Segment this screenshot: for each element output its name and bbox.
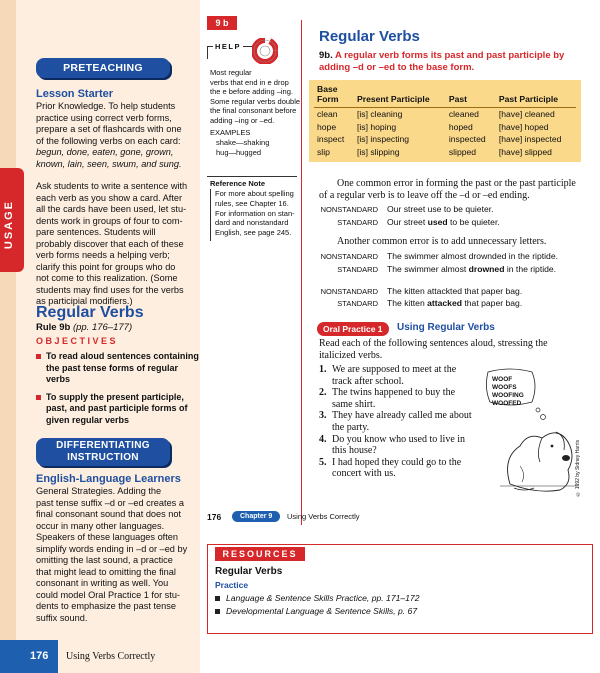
examples-list <box>216 138 269 157</box>
oral-item-line: the party. <box>332 421 370 433</box>
section-tab: 9 b <box>207 16 237 30</box>
oral-intro-line2: italicized verbs. <box>319 350 383 361</box>
objective-line: the past tense forms of regular <box>46 362 179 373</box>
standard-label-2: STANDARD <box>337 265 378 274</box>
chapter-badge: Chapter 9 <box>232 511 280 522</box>
help-label: HELP <box>215 42 242 51</box>
oral-practice-item <box>319 387 484 410</box>
table-cell: inspect <box>317 134 345 144</box>
oral-item-line: this house? <box>332 445 377 457</box>
bullet-icon <box>215 596 220 601</box>
lesson-activity-line: clarify this point for groups who do <box>36 261 176 272</box>
student-page-number: 176 <box>207 512 222 522</box>
lesson-starter-line: begun, done, eaten, gone, grown, <box>36 147 174 157</box>
objective-line: To supply the present participle, <box>46 391 184 402</box>
help-line: the final consonant before <box>210 106 297 116</box>
verb-table <box>314 83 576 158</box>
lesson-starter-line: of the following verbs on each card: <box>36 135 181 146</box>
lesson-activity-line: dents work in groups of four to com- <box>36 215 183 226</box>
lesson-activity-line: each verb as you show a card. After <box>36 192 183 203</box>
oral-item-line: concert with us. <box>332 468 396 480</box>
lesson-activity-line: not come to this realization. (Some <box>36 273 178 283</box>
bullet-icon <box>36 354 41 359</box>
ell-line: could model Oral Practice 1 for stu- <box>36 589 180 600</box>
table-row <box>314 121 576 134</box>
lesson-activity-line: students may find uses for the verbs <box>36 284 184 295</box>
regular-verbs-title: Regular Verbs <box>36 304 144 321</box>
ell-line: omitting the last sound, a practice <box>36 555 173 565</box>
table-cell: [is] slipping <box>357 146 400 157</box>
verb-table-panel <box>309 80 581 162</box>
lesson-starter-line: prepare a set of flashcards with one <box>36 124 182 134</box>
nonstandard-label-1: NONSTANDARD <box>320 205 378 214</box>
reference-note-label: Reference Note <box>210 179 266 188</box>
help-line: Some regular verbs double <box>210 96 301 106</box>
usage-tab-label: USAGE <box>3 200 15 250</box>
oral-item-line: The twins happened to buy the <box>332 387 456 399</box>
reference-note-line: For more about spelling <box>215 189 294 198</box>
oral-item-number: 4. <box>319 433 327 445</box>
nonstandard-example-3: The kitten attackted that paper bag. <box>387 286 523 296</box>
oral-item-number: 1. <box>319 364 327 375</box>
table-cell: slip <box>317 146 330 157</box>
table-header: Past Participle <box>496 83 576 108</box>
para2: Another common error is to add unnecessary letters. <box>337 236 547 247</box>
bullet-icon <box>36 395 41 400</box>
ell-line: suffix sound. <box>36 612 88 623</box>
objectives-label: OBJECTIVES <box>36 336 119 346</box>
footer-title: Using Verbs Correctly <box>66 651 156 662</box>
resource-item-text: Language & Sentence Skills Practice, pp. 171–172 <box>226 593 420 603</box>
resources-label: RESOURCES <box>215 547 305 561</box>
table-row <box>314 108 576 121</box>
resources-practice-label: Practice <box>215 580 249 590</box>
nonstandard-example-1: Our street use to be quieter. <box>387 204 494 214</box>
lesson-starter-heading: Lesson Starter <box>36 88 114 100</box>
table-header: Past <box>446 83 496 108</box>
cartoon-word: WOOF <box>492 376 513 383</box>
table-cell: cleaned <box>448 109 479 119</box>
resource-item-text: Developmental Language & Sentence Skills, p. 67 <box>226 605 418 616</box>
page-number-badge: 176 <box>0 640 58 673</box>
table-cell: slipped <box>448 146 477 157</box>
ell-line: occur in many other languages. <box>36 520 165 531</box>
bullet-icon <box>215 609 220 614</box>
table-cell: hope <box>317 121 337 132</box>
lesson-starter-line: Prior Knowledge. To help students <box>36 101 176 111</box>
table-cell: [have] inspected <box>498 134 562 144</box>
lesson-starter-text <box>36 101 196 170</box>
oral-practice-item <box>319 457 484 480</box>
ref-note-rule <box>207 176 297 177</box>
oral-item-line: track after school. <box>332 375 404 387</box>
ell-line: Speakers of these languages often <box>36 532 178 542</box>
ell-line: dents to emphasize the past tense <box>36 601 176 611</box>
standard-example-2: The swimmer almost drowned in the riptide. <box>387 264 557 274</box>
ell-line: simplify words ending in –d or –ed by <box>36 543 188 554</box>
lesson-activity-line: verb forms needs a helping verb; <box>36 250 170 260</box>
oral-practice-item <box>319 410 484 433</box>
reference-note-line: dard and nonstandard <box>215 218 289 228</box>
reference-note-line: For information on stan- <box>215 208 295 218</box>
oral-item-number: 3. <box>319 410 327 422</box>
help-line: adding –ing or –ed. <box>210 115 275 125</box>
table-header: Base Form <box>314 83 354 108</box>
standard-example-3: The kitten attacked that paper bag. <box>387 298 523 308</box>
nonstandard-example-2: The swimmer almost drownded in the riptide. <box>387 251 558 261</box>
oral-item-line: Do you know who used to live in <box>332 433 466 445</box>
resources-title: Regular Verbs <box>215 566 283 577</box>
rule-pages: (pp. 176–177) <box>72 322 133 333</box>
ell-line: consonant in writing as well. You <box>36 578 169 588</box>
ell-heading: English-Language Learners <box>36 473 181 485</box>
rule-line <box>36 322 132 333</box>
lesson-activity-line: probably discover that each of these <box>36 238 184 249</box>
reference-note-line: English, see page 245. <box>215 228 292 238</box>
rule-9b-line1: A regular verb forms its past and past participle by <box>335 50 565 61</box>
differentiating-line2: INSTRUCTION <box>67 452 139 463</box>
ell-line: that might lead to omitting the final <box>36 566 176 577</box>
oral-intro-line1: Read each of the following sentences aloud, stressing the <box>319 338 548 349</box>
preteaching-banner: PRETEACHING <box>36 58 170 78</box>
example-line: hug—hugged <box>216 147 262 157</box>
ell-line: past tense suffix –d or –ed creates a <box>36 497 184 508</box>
differentiating-line1: DIFFERENTIATING <box>56 440 150 451</box>
objective-line: To read aloud sentences containing <box>46 351 199 361</box>
para1-line1: One common error in forming the past or the past participle <box>337 178 576 189</box>
rule-9b <box>319 50 589 74</box>
table-cell: clean <box>317 109 338 119</box>
standard-example-1: Our street used to be quieter. <box>387 217 500 227</box>
table-cell: inspected <box>448 134 486 144</box>
cartoon-word: WOOFS <box>492 384 517 391</box>
lesson-activity-line: pare sentences. Students will <box>36 227 156 237</box>
table-cell: [is] cleaning <box>357 109 403 119</box>
table-cell: [have] slipped <box>498 146 552 157</box>
margin-rule <box>301 20 302 525</box>
lesson-activity-line: as participial modifiers.) <box>36 296 133 306</box>
oral-practice-item <box>319 434 484 457</box>
nonstandard-label-3: NONSTANDARD <box>320 287 378 296</box>
ell-line: General Strategies. Adding the <box>36 486 162 496</box>
oral-item-line: same shirt. <box>332 398 376 410</box>
help-line: the e before adding –ing. <box>210 87 293 97</box>
chapter-title: Using Verbs Correctly <box>287 512 360 521</box>
reference-note-line: rules, see Chapter 16. <box>215 198 289 208</box>
examples-label: EXAMPLES <box>210 128 251 137</box>
teacher-strip <box>0 0 16 640</box>
table-cell: [have] hoped <box>498 121 549 132</box>
rule-9b-number: 9b. <box>319 50 333 61</box>
ell-text <box>36 486 198 624</box>
table-row <box>314 133 576 146</box>
ell-line: final consonant sound that does not <box>36 509 182 519</box>
oral-item-line: We are supposed to meet at the <box>332 364 457 375</box>
table-cell: [is] hoping <box>357 121 397 132</box>
help-line: verbs that end in e drop <box>210 77 289 87</box>
table-cell: hoped <box>448 121 473 132</box>
example-line: shake—shaking <box>216 138 270 147</box>
objectives-list <box>36 351 199 432</box>
oral-item-number: 5. <box>319 456 327 468</box>
objective-item <box>36 392 196 427</box>
oral-item-line: I had hoped they could go to the <box>332 456 462 468</box>
table-cell: [is] inspecting <box>357 134 410 144</box>
table-header-row <box>314 83 576 108</box>
help-text <box>210 68 300 126</box>
lesson-starter-line: known, lain, seen, swum, and sung. <box>36 158 182 169</box>
resource-item[interactable] <box>215 605 585 618</box>
differentiating-banner <box>36 438 170 466</box>
lesson-activity-line: all the cards have been used, let stu- <box>36 204 187 214</box>
oral-practice-badge: Oral Practice 1 <box>317 322 389 336</box>
resources-list <box>215 592 585 617</box>
objective-item <box>36 351 199 386</box>
cartoon-text <box>492 376 524 408</box>
standard-label-3: STANDARD <box>337 299 378 308</box>
rule-9b-line2: adding –d or –ed to the base form. <box>319 62 475 73</box>
lesson-activity-text <box>36 181 196 308</box>
objective-line: verbs <box>46 374 71 384</box>
objective-line: given regular verbs <box>46 414 130 425</box>
reference-note-text <box>215 189 300 238</box>
para1-line2: of a regular verb is to leave off the –d or –ed ending. <box>319 190 530 201</box>
cartoon-word: WOOFED <box>492 400 522 407</box>
oral-item-line: They have already called me about <box>332 410 472 422</box>
oral-practice-item <box>319 364 484 387</box>
cartoon-word: WOOFING <box>492 392 524 399</box>
resource-item[interactable] <box>215 592 585 605</box>
rule-number: Rule 9b <box>36 322 71 333</box>
objective-line: past, and past participle forms of <box>46 403 188 413</box>
oral-practice-list <box>319 364 484 480</box>
cartoon-credit: © 1992 by Sidney Harris <box>575 440 581 497</box>
standard-label-1: STANDARD <box>337 218 378 227</box>
nonstandard-label-2: NONSTANDARD <box>320 252 378 261</box>
table-cell: [have] cleaned <box>498 109 555 119</box>
help-line: Most regular <box>210 68 252 77</box>
lifebuoy-icon <box>252 38 278 64</box>
student-title: Regular Verbs <box>319 28 420 45</box>
oral-item-number: 2. <box>319 387 327 399</box>
lesson-activity-line: Ask students to write a sentence with <box>36 181 188 191</box>
oral-practice-title: Using Regular Verbs <box>397 322 495 333</box>
lesson-starter-line: practice using correct verb forms, <box>36 112 172 123</box>
table-header: Present Participle <box>354 83 446 108</box>
table-row <box>314 146 576 159</box>
ref-note-bar <box>210 189 211 241</box>
